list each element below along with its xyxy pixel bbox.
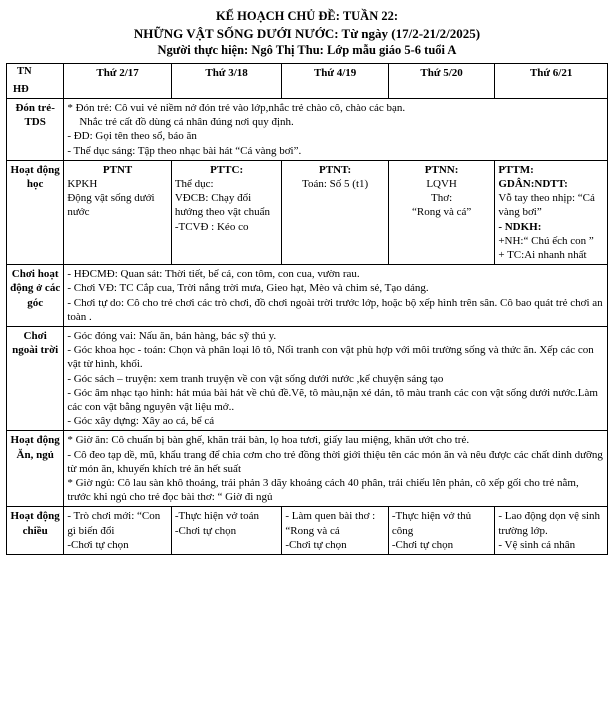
header-day-3: Thứ 4/19 (282, 64, 388, 99)
weekly-plan-table (6, 63, 608, 555)
row-label-choi-ngoai-troi: Chơi ngoài trời (7, 327, 64, 431)
hdh-4-line-2: Thơ: (431, 192, 453, 205)
hoat-dong-hoc-cell-3 (282, 160, 388, 264)
header-day-2: Thứ 3/18 (171, 64, 282, 99)
hdc-1-line-2: -Chơi tự chọn (67, 538, 129, 551)
hdh-1-line-2: Động vật sống dưới nước (67, 192, 155, 219)
row-label-hoat-dong-chieu: Hoạt động chiều (7, 507, 64, 555)
hdh-1-title: PTNT (102, 163, 133, 176)
hdc-cell-5 (495, 507, 608, 555)
cnt-line-2: - Góc khoa học - toán: Chọn và phân loại lô tô, Nối tranh con vật phù hợp với môi trường sống và thức ăn. Xếp các con vật từ hình, khối. (67, 344, 594, 371)
title-line-2: NHỮNG VẬT SỐNG DƯỚI NƯỚC: Từ ngày (17/2-21/2/2025) (133, 26, 481, 41)
row-hoat-dong-chieu (7, 507, 608, 555)
hdh-5-line-5: + TC:Ai nhanh nhất (498, 249, 587, 262)
row-hoat-dong-hoc (7, 160, 608, 264)
hdc-cell-3 (282, 507, 388, 555)
hdh-5-line-1: GDÂN:NDTT: (498, 178, 568, 191)
table-header-row (7, 64, 608, 99)
hdc-cell-1 (64, 507, 172, 555)
hdc-cell-4 (388, 507, 494, 555)
row-choi-ngoai-troi (7, 327, 608, 431)
hoat-dong-hoc-cell-1 (64, 160, 172, 264)
don-tre-line-4: - Thể dục sáng: Tập theo nhạc bài hát “Cá vàng bơi”. (67, 144, 302, 157)
hdh-1-line-1: KPKH (67, 178, 98, 191)
hdh-2-line-1: Thể dục: (174, 178, 214, 191)
hdh-4-title: PTNN: (424, 163, 459, 176)
hoat-dong-hoc-cell-4 (388, 160, 494, 264)
cnt-line-3: - Góc sách – truyện: xem tranh truyện về con vật sống dưới nước ,kể chuyện sáng tạo (67, 372, 444, 385)
choi-goc-line-1: - HĐCMĐ: Quan sát: Thời tiết, bể cá, con tôm, con cua, vườn rau. (67, 268, 360, 281)
choi-goc-line-3: - Chơi tự do: Cô cho trẻ chơi các trò chơi, đồ chơi ngoài trời trước lớp, hoặc bộ xếp hình trên sân. Cô bao quát trẻ chơi an toàn . (67, 296, 603, 323)
title-line-3: Người thực hiện: Ngô Thị Thu: Lớp mẫu giáo 5-6 tuổi A (157, 43, 457, 57)
hdh-2-line-2: VĐCB: Chạy đổi hướng theo vật chuẩn (174, 192, 270, 219)
hdh-5-line-4: +NH:“ Chú ếch con ” (498, 234, 594, 247)
hdh-2-line-3: -TCVĐ : Kéo co (174, 220, 249, 233)
row-choi-goc (7, 265, 608, 327)
hdc-3-line-1: - Làm quen bài thơ : “Rong và cá (285, 510, 376, 537)
document-title-block (6, 8, 608, 59)
row-label-hoat-dong-hoc: Hoạt động học (7, 160, 64, 264)
header-corner-cell (7, 64, 64, 99)
hdh-4-line-3: “Rong và cá” (411, 206, 472, 219)
cnt-line-5: - Góc xây dựng: Xây ao cá, bể cá (67, 415, 215, 428)
hdc-3-line-2: -Chơi tự chọn (285, 538, 347, 551)
header-day-4: Thứ 5/20 (388, 64, 494, 99)
row-an-ngu (7, 431, 608, 507)
cnt-line-1: - Góc đóng vai: Nấu ăn, bán hàng, bác sỹ thú y. (67, 330, 277, 343)
cnt-line-4: - Góc âm nhạc tạo hình: hát múa bài hát về chủ đề.Vẽ, tô màu,nặn xé dán, tô màu tranh các con vật sống dưới nước.Làm các con vật bằng nguyên vật liệu mở.. (67, 386, 598, 414)
hdc-4-line-2: -Chơi tự chọn (391, 538, 454, 551)
hdc-2-line-1: -Thực hiện vở toán (174, 510, 259, 523)
title-line-1: KẾ HOẠCH CHỦ ĐỀ: TUẦN 22: (215, 9, 399, 23)
hdh-4-line-1: LQVH (426, 178, 457, 191)
corner-label-bottom: HĐ (13, 83, 29, 95)
row-label-choi-goc: Chơi hoạt động ở các góc (7, 265, 64, 327)
row-label-an-ngu: Hoạt động Ăn, ngủ (7, 431, 64, 507)
hdc-4-line-1: -Thực hiện vở thủ công (391, 510, 472, 537)
hdh-3-title: PTNT: (319, 163, 352, 176)
row-content-don-tre (64, 99, 608, 161)
hdh-5-line-3: - NDKH: (498, 220, 542, 233)
choi-goc-line-2: - Chơi VĐ: TC Cắp cua, Trời nắng trời mưa, Gieo hạt, Mèo và chim sẻ, Tạo dáng. (67, 282, 429, 295)
hdh-5-line-2: Vỗ tay theo nhịp: “Cá vàng bơi” (498, 192, 595, 219)
row-content-an-ngu (64, 431, 608, 507)
hdc-5-line-1: - Lao động dọn vệ sinh trường lớp. (498, 510, 601, 537)
hdh-5-title: PTTM: (498, 163, 534, 176)
hdc-5-line-2: - Vệ sinh cá nhân (498, 538, 576, 551)
don-tre-line-2: Nhắc trẻ cất đồ dùng cá nhân đúng nơi quy định. (79, 116, 294, 129)
hdh-2-title: PTTC: (210, 163, 244, 176)
an-ngu-line-3: * Giờ ngủ: Cô lau sàn khô thoáng, trải phản 3 dãy khoảng cách 40 phân, trải chiếu lên phản, cô xếp gối cho trẻ nằm, trước khi ngủ cho trẻ đọc bài thơ: “ Giờ đi ngủ (67, 477, 579, 504)
header-day-5: Thứ 6/21 (495, 64, 608, 99)
an-ngu-line-2: - Cô đeo tạp dề, mũ, khẩu trang để chia cơm cho trẻ đồng thời giới thiệu tên các món ăn và nêu được các chất dinh dưỡng từ món ăn, khuyến khích trẻ ăn hết suất (67, 448, 603, 475)
hdc-2-line-2: -Chơi tự chọn (174, 524, 237, 537)
row-don-tre (7, 99, 608, 161)
row-label-don-tre: Đón trẻ-TDS (7, 99, 64, 161)
hdc-cell-2 (171, 507, 282, 555)
header-day-1: Thứ 2/17 (64, 64, 172, 99)
hdh-3-line-1: Toán: Số 5 (t1) (302, 178, 369, 191)
hdc-1-line-1: - Trò chơi mới: “Con gì biến đổi (67, 510, 161, 537)
row-content-choi-goc (64, 265, 608, 327)
hoat-dong-hoc-cell-2 (171, 160, 282, 264)
hoat-dong-hoc-cell-5 (495, 160, 608, 264)
row-content-choi-ngoai-troi (64, 327, 608, 431)
don-tre-line-3: - ĐD: Gọi tên theo sổ, báo ăn (67, 130, 197, 143)
an-ngu-line-1: * Giờ ăn: Cô chuẩn bị bàn ghế, khăn trải bàn, lọ hoa tươi, giấy lau miệng, khăn ướt cho trẻ. (67, 434, 470, 447)
don-tre-line-1: * Đón trẻ: Cô vui vẻ niềm nở đón trẻ vào lớp,nhắc trẻ chào cô, chào các bạn. (67, 102, 406, 114)
corner-label-top: TN (17, 66, 32, 77)
